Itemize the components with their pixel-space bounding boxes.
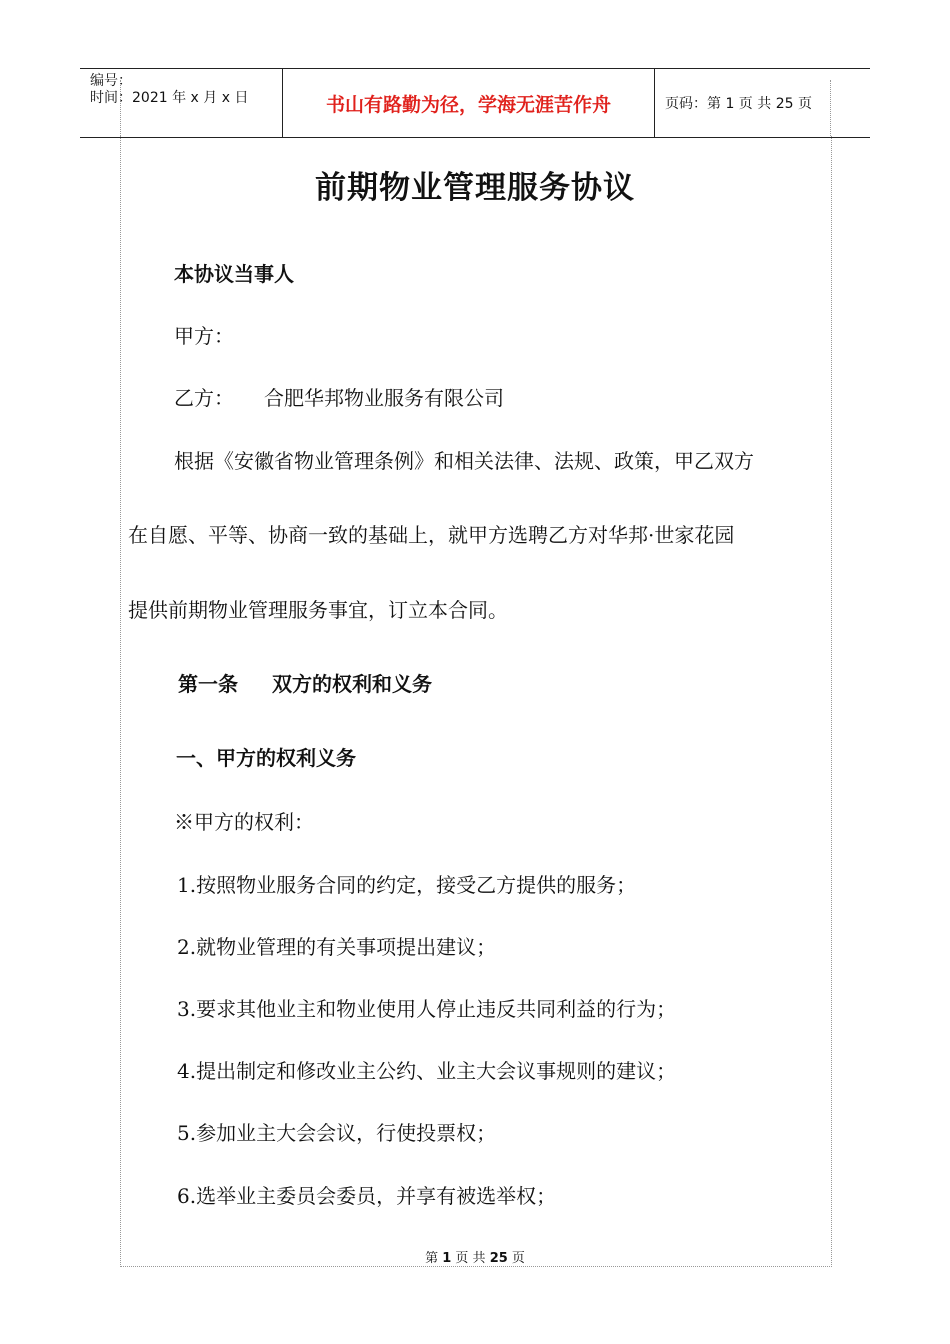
footer-middle: 页 共 bbox=[455, 1251, 486, 1266]
rights-item: 5.参加业主大会会议，行使投票权； bbox=[177, 1121, 497, 1145]
preamble-line-2: 在自愿、平等、协商一致的基础上，就甲方选聘乙方对华邦·世家花园 bbox=[128, 523, 735, 547]
rights-item: 1.按照物业服务合同的约定，接受乙方提供的服务； bbox=[177, 873, 637, 897]
article-1-heading bbox=[178, 668, 432, 697]
preamble-line-3: 提供前期物业管理服务事宜，订立本合同。 bbox=[128, 598, 508, 622]
party-b bbox=[174, 382, 504, 411]
article-1-number: 第一条 bbox=[178, 672, 238, 696]
party-b-label: 乙方： bbox=[174, 386, 234, 410]
header-time: 时间：2021 年 x 月 x 日 bbox=[90, 90, 249, 106]
section-1-heading: 一、甲方的权利义务 bbox=[176, 746, 356, 770]
page-header bbox=[80, 68, 870, 138]
parties-heading: 本协议当事人 bbox=[174, 262, 294, 286]
header-motto: 书山有路勤为径，学海无涯苦作舟 bbox=[282, 69, 655, 137]
rights-item: 3.要求其他业主和物业使用人停止违反共同利益的行为； bbox=[177, 997, 677, 1021]
page-footer bbox=[0, 1247, 950, 1266]
page-frame bbox=[120, 136, 832, 1267]
footer-prefix: 第 bbox=[425, 1251, 439, 1266]
document-title: 前期物业管理服务协议 bbox=[315, 170, 635, 206]
footer-total-pages: 25 bbox=[489, 1251, 508, 1266]
party-a: 甲方： bbox=[174, 324, 234, 348]
rights-item: 6.选举业主委员会委员，并享有被选举权； bbox=[177, 1184, 557, 1208]
header-number: 编号： bbox=[90, 73, 132, 89]
rights-item: 2.就物业管理的有关事项提出建议； bbox=[177, 935, 497, 959]
rights-heading: ※甲方的权利： bbox=[174, 810, 314, 834]
header-page-info: 页码：第 1 页 共 25 页 bbox=[665, 96, 812, 112]
article-1-title: 双方的权利和义务 bbox=[272, 672, 432, 696]
header-meta bbox=[80, 69, 282, 137]
rights-item: 4.提出制定和修改业主公约、业主大会议事规则的建议； bbox=[177, 1059, 677, 1083]
party-b-name: 合肥华邦物业服务有限公司 bbox=[264, 386, 504, 410]
footer-page-number: 1 bbox=[442, 1251, 452, 1266]
preamble-line-1: 根据《安徽省物业管理条例》和相关法律、法规、政策，甲乙双方 bbox=[174, 449, 754, 473]
footer-suffix: 页 bbox=[511, 1251, 525, 1266]
